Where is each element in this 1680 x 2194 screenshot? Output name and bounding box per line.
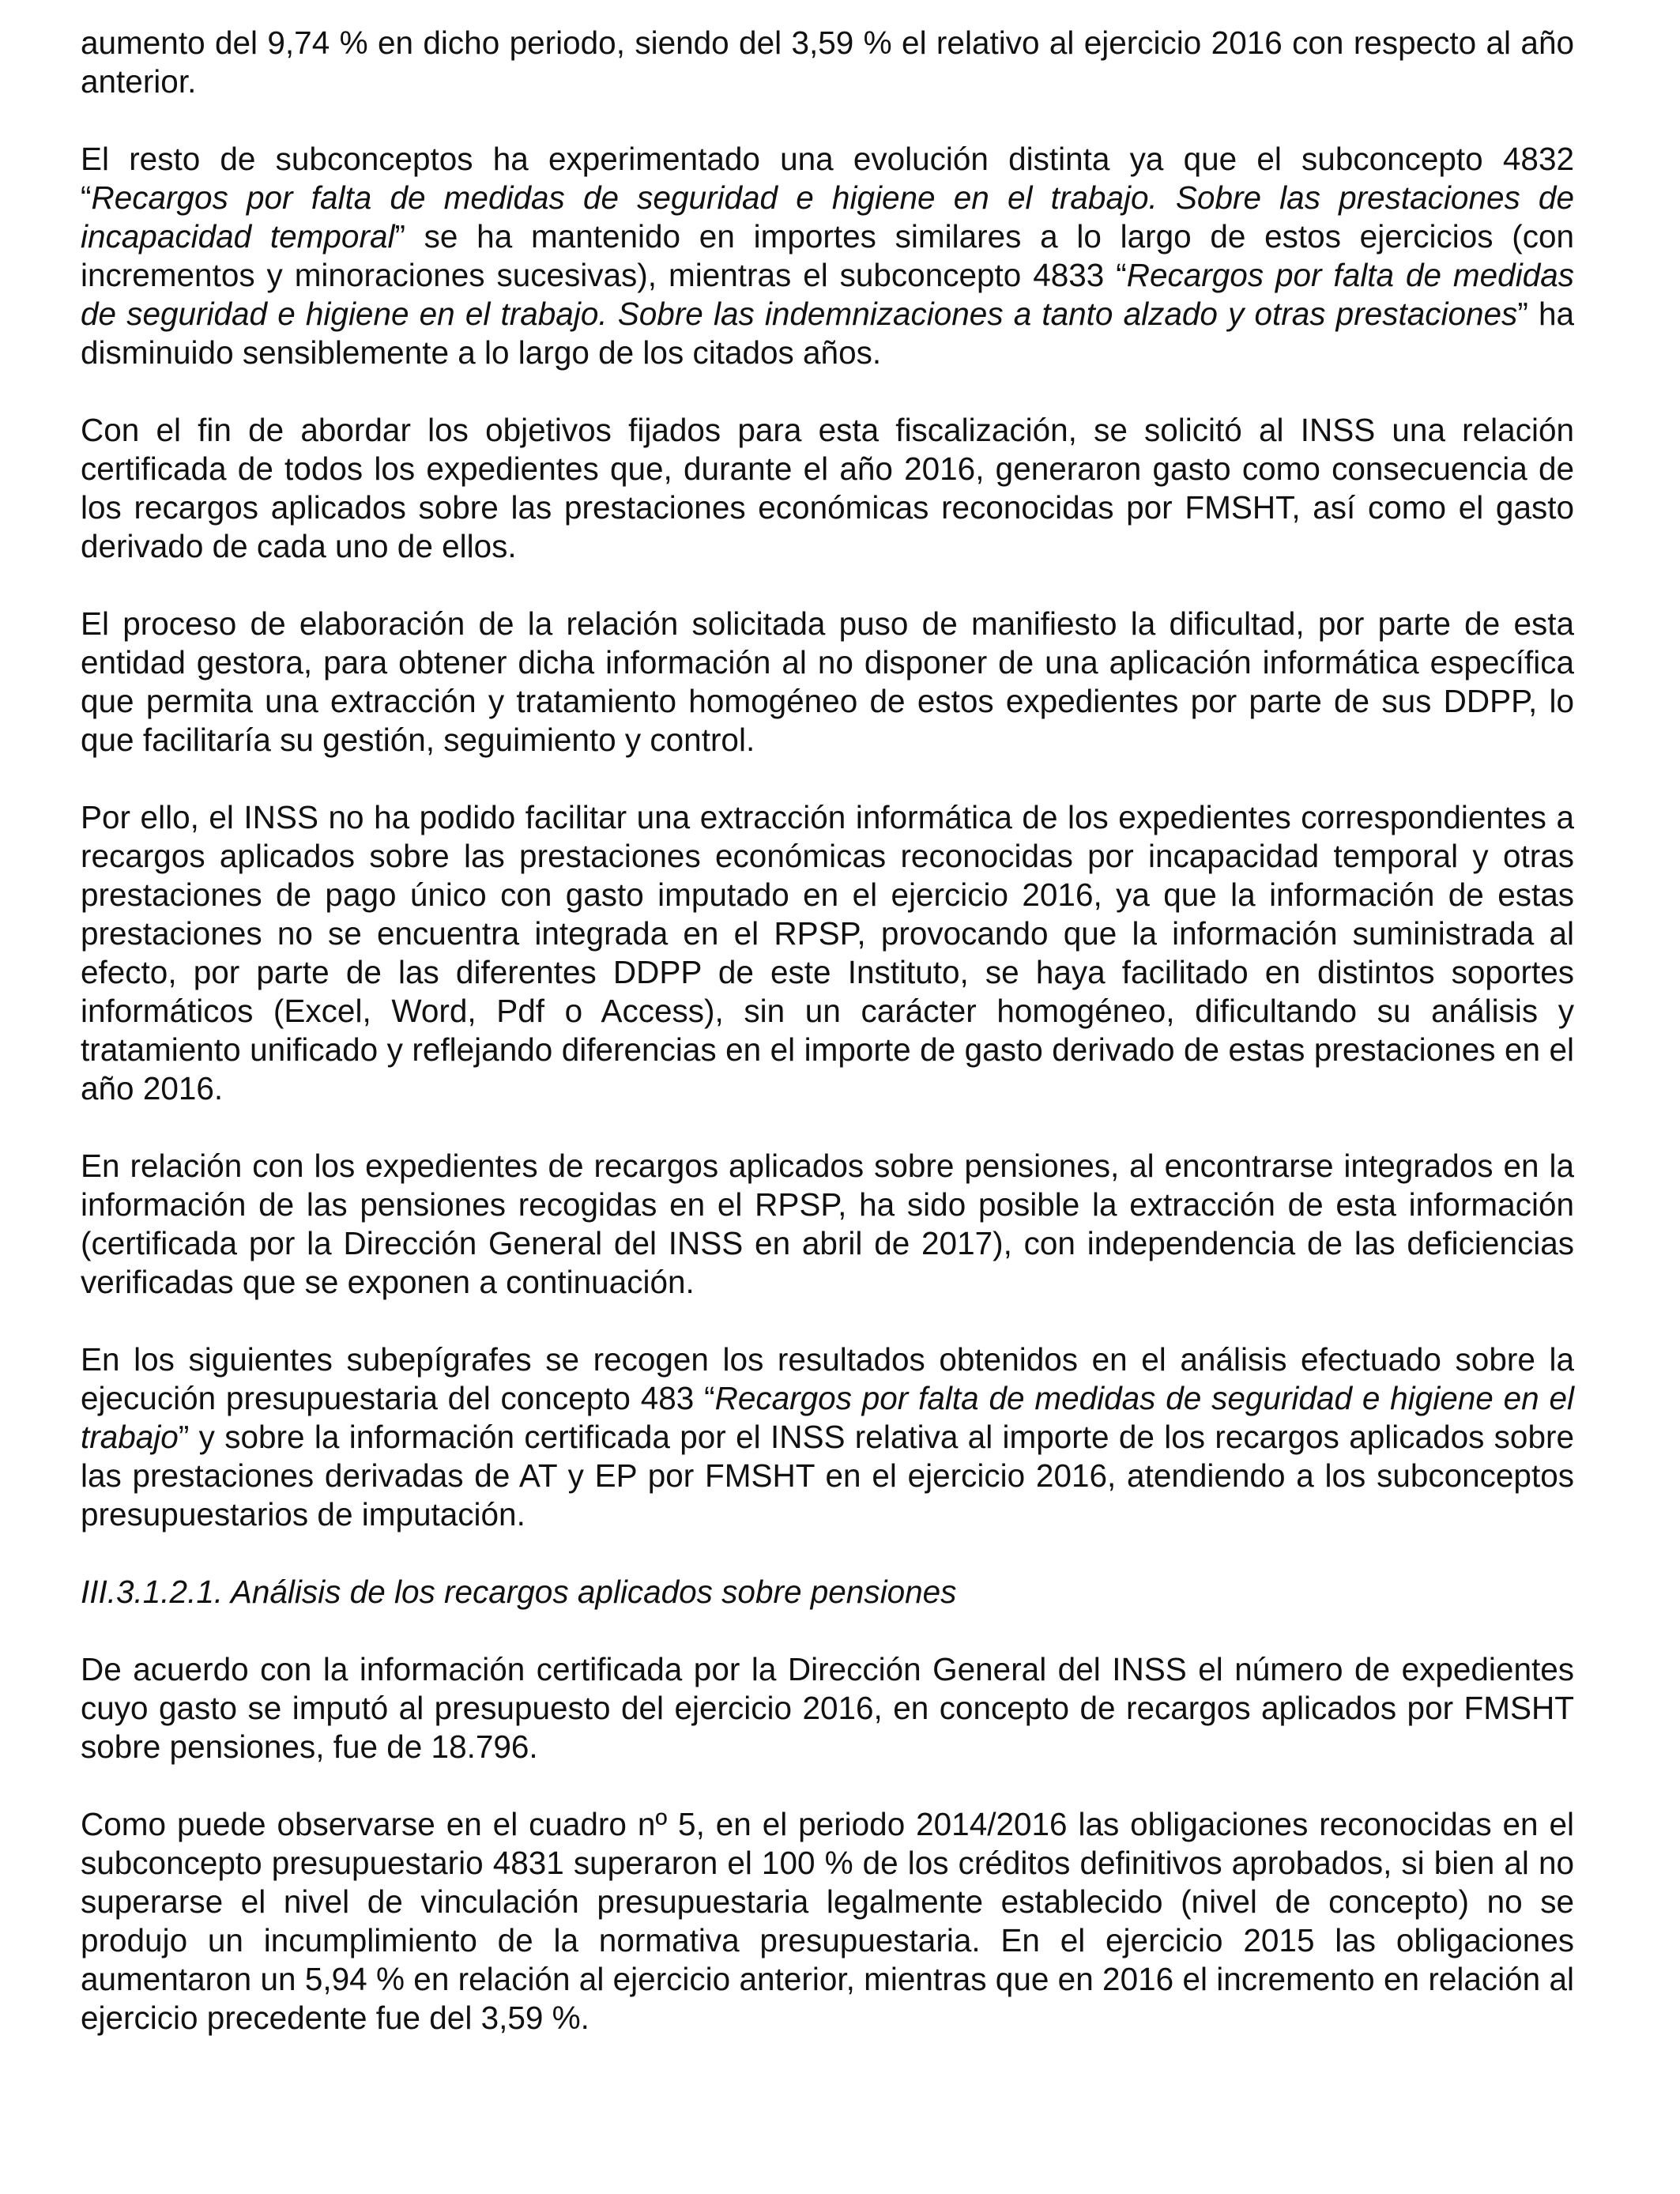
paragraph-3: [81, 411, 1574, 566]
paragraph-5: [81, 798, 1574, 1108]
text-segment: ” y sobre la información certificada por el INSS relativa al importe de los recargos aplicados sobre las prestaciones derivadas de AT y EP por FMSHT en el ejercicio 2016, atendiendo a los subconceptos presupuestarios de imputación.: [81, 1419, 1574, 1532]
document-page: [81, 24, 1574, 2038]
paragraph-1: [81, 24, 1574, 101]
paragraph-4: [81, 605, 1574, 760]
paragraph-6: [81, 1147, 1574, 1302]
text-segment: De acuerdo con la información certificada por la Dirección General del INSS el número de expedientes cuyo gasto se imputó al presupuesto del ejercicio 2016, en concepto de recargos aplicados por FMSHT sobre pensiones, fue de 18.796.: [81, 1651, 1574, 1765]
text-segment: ” se ha mantenido en importes similares a lo largo de estos ejercicios (con incrementos y minoraciones sucesivas), mientras el subconcepto 4833 “: [81, 218, 1574, 293]
text-segment: En los siguientes subepígrafes se recogen los resultados obtenidos en el análisis efectuado sobre la ejecución presupuestaria del concepto 483 “: [81, 1341, 1574, 1416]
paragraph-7: [81, 1340, 1574, 1534]
paragraph-9: [81, 1805, 1574, 2038]
text-segment: aumento del 9,74 % en dicho periodo, siendo del 3,59 % el relativo al ejercicio 2016 con respecto al año anterior.: [81, 25, 1574, 100]
paragraph-2: [81, 140, 1574, 372]
section-heading: [81, 1573, 1574, 1612]
italic-title-4833: Recargos por falta de medidas de seguridad e higiene en el trabajo. Sobre las indemnizaciones a tanto alzado y otras prestaciones: [81, 257, 1574, 332]
text-segment: El proceso de elaboración de la relación solicitada puso de manifiesto la dificultad, por parte de esta entidad gestora, para obtener dicha información al no disponer de una aplicación informática específica que permita una extracción y tratamiento homogéneo de estos expedientes por parte de sus DDPP, lo que facilitaría su gestión, seguimiento y control.: [81, 605, 1574, 758]
text-segment: El resto de subconceptos ha experimentado una evolución distinta ya que el subconcepto 4832 “: [81, 141, 1574, 216]
text-segment: Con el fin de abordar los objetivos fijados para esta fiscalización, se solicitó al INSS una relación certificada de todos los expedientes que, durante el año 2016, generaron gasto como consecuencia de los recargos aplicados sobre las prestaciones económicas reconocidas por FMSHT, así como el gasto derivado de cada uno de ellos.: [81, 412, 1574, 564]
paragraph-8: [81, 1650, 1574, 1766]
text-segment: ” ha disminuido sensiblemente a lo largo de los citados años.: [81, 296, 1574, 371]
heading-text: III.3.1.2.1. Análisis de los recargos aplicados sobre pensiones: [81, 1574, 957, 1610]
italic-title-483: Recargos por falta de medidas de seguridad e higiene en el trabajo: [81, 1380, 1574, 1455]
text-segment: En relación con los expedientes de recargos aplicados sobre pensiones, al encontrarse integrados en la información de las pensiones recogidas en el RPSP, ha sido posible la extracción de esta información (certificada por la Dirección General del INSS en abril de 2017), con independencia de las deficiencias verificadas que se exponen a continuación.: [81, 1148, 1574, 1300]
text-segment: Por ello, el INSS no ha podido facilitar una extracción informática de los expedientes correspondientes a recargos aplicados sobre las prestaciones económicas reconocidas por incapacidad temporal y otras prestaciones de pago único con gasto imputado en el ejercicio 2016, ya que la información de estas prestaciones no se encuentra integrada en el RPSP, provocando que la información suministrada al efecto, por parte de las diferentes DDPP de este Instituto, se haya facilitado en distintos soportes informáticos (Excel, Word, Pdf o Access), sin un carácter homogéneo, dificultando su análisis y tratamiento unificado y reflejando diferencias en el importe de gasto derivado de estas prestaciones en el año 2016.: [81, 799, 1574, 1106]
text-segment: Como puede observarse en el cuadro nº 5, en el periodo 2014/2016 las obligaciones reconocidas en el subconcepto presupuestario 4831 superaron el 100 % de los créditos definitivos aprobados, si bien al no superarse el nivel de vinculación presupuestaria legalmente establecido (nivel de concepto) no se produjo un incumplimiento de la normativa presupuestaria. En el ejercicio 2015 las obligaciones aumentaron un 5,94 % en relación al ejercicio anterior, mientras que en 2016 el incremento en relación al ejercicio precedente fue del 3,59 %.: [81, 1806, 1574, 2036]
italic-title-4832: Recargos por falta de medidas de seguridad e higiene en el trabajo. Sobre las prestaciones de incapacidad temporal: [81, 179, 1574, 254]
